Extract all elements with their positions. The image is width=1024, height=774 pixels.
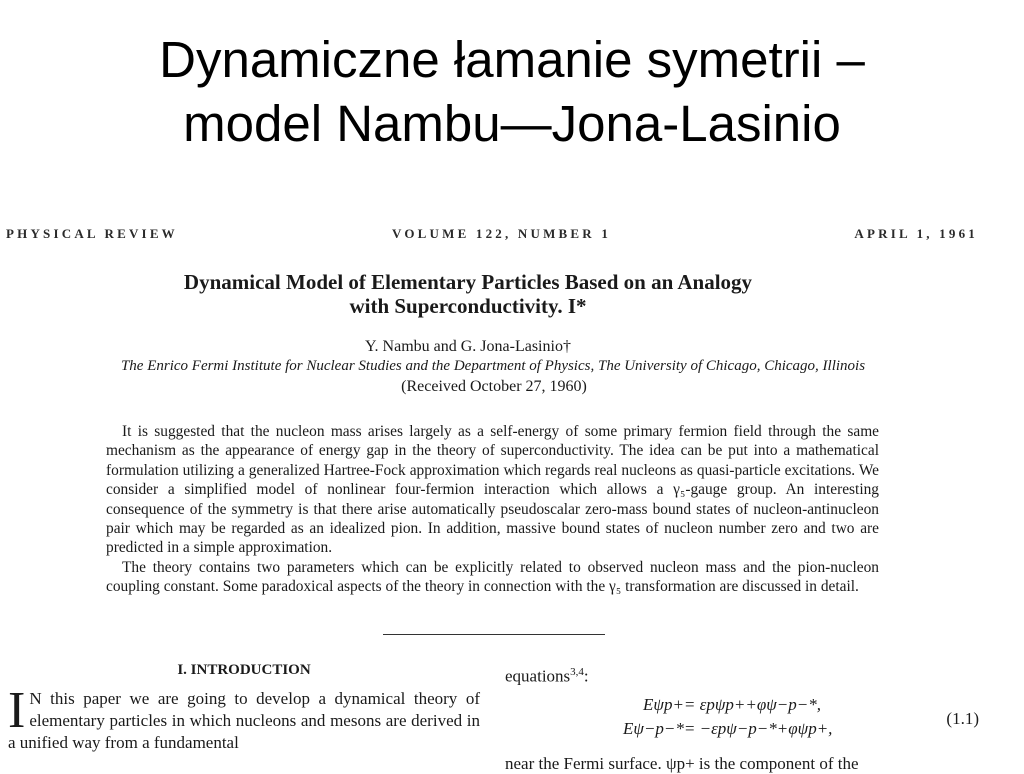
received-date: (Received October 27, 1960) (401, 378, 587, 395)
slide-title-line-1: Dynamiczne łamanie symetrii – (159, 31, 865, 88)
journal-date: APRIL 1, 1961 (854, 226, 978, 241)
article-title-line-2: with Superconductivity. I* (349, 294, 587, 318)
right-column (505, 660, 981, 773)
equation-block (505, 695, 981, 747)
article-title-line-1: Dynamical Model of Elementary Particles Based on an Analogy (183, 270, 753, 294)
left-column (8, 658, 480, 754)
authors: Y. Nambu and G. Jona-Lasinio† (365, 338, 571, 355)
drop-cap: I (8, 682, 26, 739)
equation-number: (1.1) (946, 708, 979, 728)
journal-name: PHYSICAL REVIEW (6, 226, 178, 241)
slide-title (0, 28, 1024, 156)
equations-reference: 3,4 (570, 666, 584, 678)
continuation-text: near the Fermi surface. ψp+ is the component of the (505, 754, 859, 773)
equations-intro (505, 660, 981, 689)
equation-1: Eψp+= εpψp++φψ−p−*, (643, 694, 821, 714)
journal-volume: VOLUME 122, NUMBER 1 (392, 226, 612, 241)
article-title (0, 270, 936, 318)
section-heading: I. INTRODUCTION (177, 662, 311, 678)
equations-word: equations (505, 666, 571, 686)
abstract-paragraph-2: The theory contains two parameters which can be explicitly related to observed nucleon mass and the pion-nucleon coupling constant. Some paradoxical aspects of the theory in connection with the γ₅ transformation are discussed in detail. (106, 558, 879, 596)
separator-rule (383, 634, 605, 635)
abstract (106, 422, 879, 597)
slide-title-line-2: model Nambu—Jona-Lasinio (183, 95, 841, 152)
affiliation: The Enrico Fermi Institute for Nuclear Studies and the Department of Physics, The University of Chicago, Chicago, Illinois (120, 358, 866, 374)
abstract-paragraph-1: It is suggested that the nucleon mass arises largely as a self-energy of some primary fermion field through the same mechanism as the appearance of energy gap in the theory of superconductivity. The idea can be put into a mathematical formulation utilizing a generalized Hartree-Fock approximation which regards real nucleons as quasi-particle excitations. We consider a simplified model of nonlinear four-fermion interaction which allows a γ₅-gauge group. An interesting consequence of the symmetry is that there arise automatically pseudoscalar zero-mass bound states of nucleon-antinucleon pair which may be regarded as an idealized pion. In addition, massive bound states of nucleon number zero and two are predicted in a simple approximation. (106, 423, 879, 557)
journal-header (6, 226, 978, 244)
equation-2: Eψ−p−*= −εpψ−p−*+φψp+, (623, 718, 833, 738)
equations-colon: : (583, 666, 589, 686)
intro-text: N this paper we are going to develop a dynamical theory of elementary particles in which nucleons and mesons are derived in a unified way from a fundamental (8, 689, 480, 752)
intro-paragraph (8, 682, 480, 754)
